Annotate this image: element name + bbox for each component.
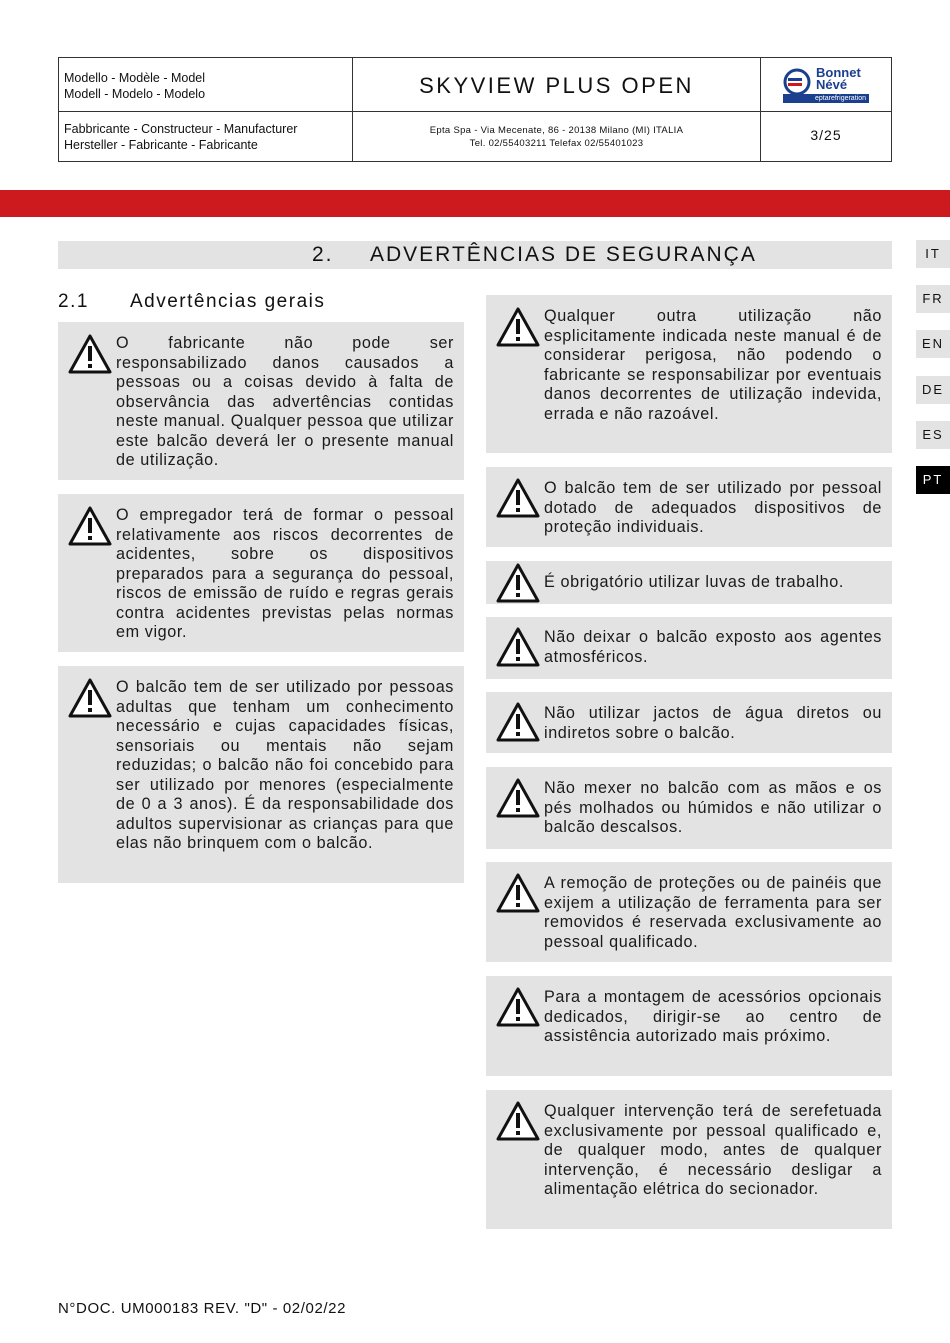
manufacturer-label-line1: Fabbricante - Constructeur - Manufacturer bbox=[64, 122, 298, 136]
section-number: 2. bbox=[312, 243, 334, 266]
subsection-heading bbox=[58, 291, 325, 313]
lang-tab-it[interactable]: IT bbox=[916, 240, 950, 268]
subsection-number: 2.1 bbox=[58, 291, 89, 312]
bonnet-neve-logo bbox=[783, 66, 875, 106]
warning-box bbox=[486, 862, 892, 962]
lang-tab-es[interactable]: ES bbox=[916, 421, 950, 449]
warning-icon bbox=[496, 307, 540, 347]
euro-logo-icon bbox=[783, 68, 811, 96]
section-heading bbox=[58, 241, 892, 269]
warning-text: Para a montagem de acessórios opcionais dedicados, dirigir-se ao centro de assistência autorizado mais próximo. bbox=[544, 988, 882, 1045]
lang-tab-de[interactable]: DE bbox=[916, 376, 950, 404]
model-label-line2: Modell - Modelo - Modelo bbox=[64, 87, 206, 101]
warning-icon bbox=[496, 778, 540, 818]
manufacturer-label-line2: Hersteller - Fabricante - Fabricante bbox=[64, 138, 258, 152]
subsection-title: Advertências gerais bbox=[130, 291, 326, 312]
warning-box bbox=[58, 666, 464, 883]
lang-tab-fr[interactable]: FR bbox=[916, 285, 950, 313]
warning-icon bbox=[496, 478, 540, 518]
document-reference: N°DOC. UM000183 REV. "D" - 02/02/22 bbox=[58, 1300, 347, 1317]
warning-text: O empregador terá de formar o pessoal relativamente aos riscos decorrentes de acidentes, sobre os dispositivos preparados para a segurança do pessoal, riscos de emissão de ruído e regras gerais contra acidentes previstas pelas normas em vigor. bbox=[116, 506, 454, 641]
manufacturer-address-cell bbox=[353, 112, 761, 161]
page-number: 3/25 bbox=[810, 127, 842, 143]
warning-icon bbox=[496, 873, 540, 913]
warning-icon bbox=[496, 563, 540, 603]
manufacturer-label-cell bbox=[59, 112, 353, 161]
lang-tab-en[interactable]: EN bbox=[916, 330, 950, 358]
warning-box bbox=[486, 692, 892, 753]
document-header-table bbox=[58, 57, 892, 162]
warning-box bbox=[486, 1090, 892, 1229]
address-line1: Epta Spa - Via Mecenate, 86 - 20138 Milano (MI) ITALIA bbox=[429, 125, 684, 136]
warning-text: Qualquer intervenção terá de serefetuada exclusivamente por pessoal qualificado e, de qualquer modo, antes de qualquer intervenção, é necessário desligar a alimentação elétrica do secionador. bbox=[544, 1102, 882, 1198]
warning-text: A remoção de proteções ou de painéis que exijem a utilização de ferramenta para ser removidos é reservada exclusivamente ao pessoal qualificado. bbox=[544, 874, 882, 951]
warning-box bbox=[486, 767, 892, 849]
warning-text: O fabricante não pode ser responsabilizado danos causados a pessoas ou a coisas devido à falta de observância das advertências contidas neste manual. Qualquer pessoa que utilizar este balcão deverá ler o presente manual de utilização. bbox=[116, 334, 454, 469]
model-label-line1: Modello - Modèle - Model bbox=[64, 71, 206, 85]
red-divider-band bbox=[0, 190, 950, 217]
warning-text: O balcão tem de ser utilizado por pessoas adultas que tenham um conhecimento necessário e cujas capacidades físicas, sensoriais ou mentais não sejam reduzidas; o balcão não foi concebido para ser utilizado por menores (especialmente de 0 a 3 anos). É da responsabilidade dos adultos supervisionar as crianças para que elas não brinquem com o balcão. bbox=[116, 678, 454, 852]
warning-text: Não mexer no balcão com as mãos e os pés molhados ou húmidos e não utilizar o balcão descalsos. bbox=[544, 779, 882, 836]
warning-icon bbox=[496, 987, 540, 1027]
lang-tab-pt[interactable]: PT bbox=[916, 466, 950, 494]
warning-box bbox=[58, 322, 464, 480]
section-title: ADVERTÊNCIAS DE SEGURANÇA bbox=[370, 243, 757, 266]
warning-text: O balcão tem de ser utilizado por pessoal dotado de adequados dispositivos de proteção individuais. bbox=[544, 479, 882, 536]
warning-icon bbox=[496, 627, 540, 667]
warning-icon bbox=[68, 678, 112, 718]
warning-icon bbox=[68, 506, 112, 546]
logo-text-line2: Névé bbox=[816, 77, 848, 92]
warning-box bbox=[486, 467, 892, 547]
warning-box bbox=[486, 295, 892, 453]
warning-text: Qualquer outra utilização não esplicitamente indicada neste manual é de considerar perigosa, não podendo o fabricante se responsabilizar por eventuais danos decorrentes de utilização indevida, errada e não razoável. bbox=[544, 307, 882, 423]
logo-cell bbox=[761, 58, 891, 112]
warning-text: Não deixar o balcão exposto aos agentes atmosféricos. bbox=[544, 628, 882, 666]
logo-text-line1: Bonnet bbox=[816, 65, 861, 80]
logo-tagline: eptarefrigeration bbox=[783, 94, 869, 103]
product-title: SKYVIEW PLUS OPEN bbox=[353, 58, 761, 112]
warning-text: Não utilizar jactos de água diretos ou indiretos sobre o balcão. bbox=[544, 704, 882, 742]
warning-box bbox=[486, 617, 892, 679]
warning-box bbox=[486, 976, 892, 1076]
model-label-cell bbox=[59, 58, 353, 112]
warning-box bbox=[486, 561, 892, 604]
warning-icon bbox=[496, 702, 540, 742]
warning-icon bbox=[496, 1101, 540, 1141]
address-line2: Tel. 02/55403211 Telefax 02/55401023 bbox=[469, 138, 644, 149]
warning-icon bbox=[68, 334, 112, 374]
warning-text: É obrigatório utilizar luvas de trabalho. bbox=[544, 573, 844, 591]
warning-box bbox=[58, 494, 464, 652]
